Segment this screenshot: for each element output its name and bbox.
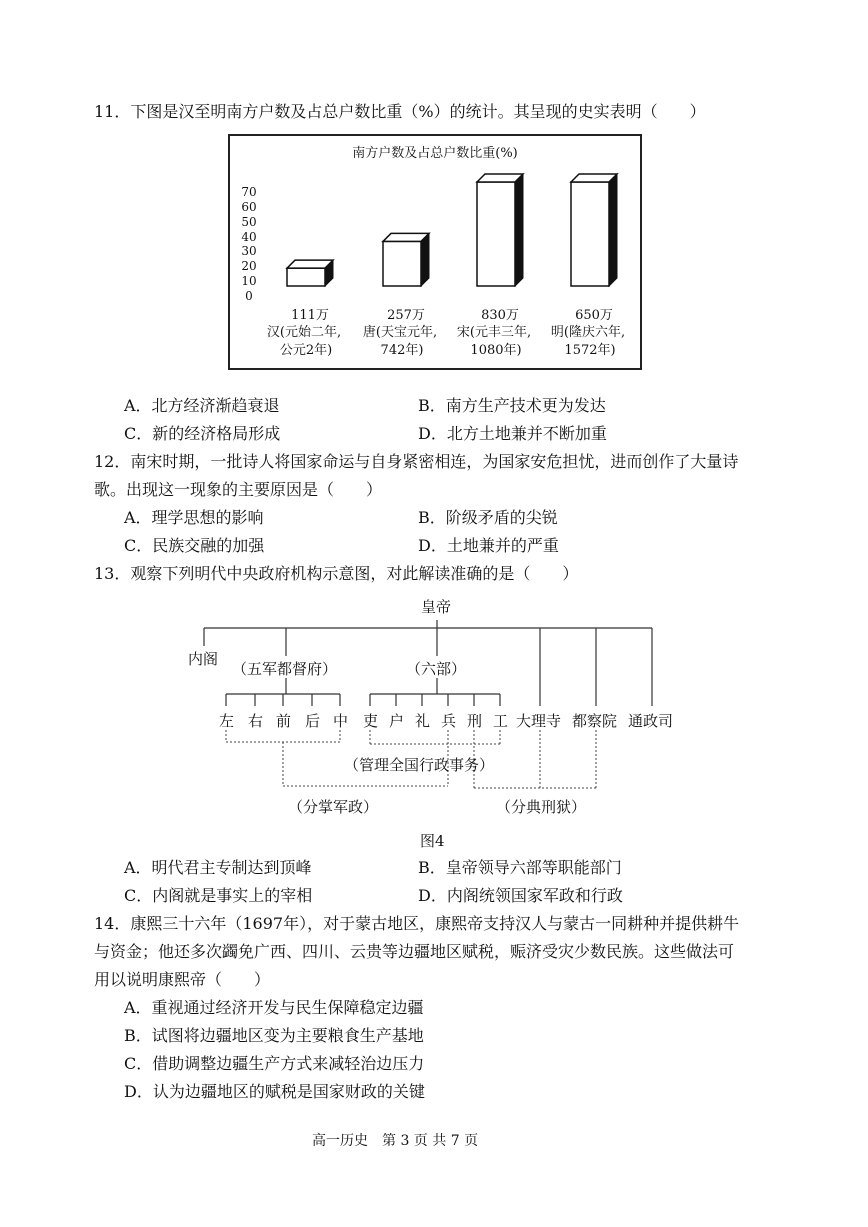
q11-chart (228, 134, 642, 370)
category-label-line1: 宋(元丰三年, (456, 325, 532, 340)
bar-value-label: 257万 (387, 308, 425, 323)
q11-option-d[interactable]: D．北方土地兼并不断加重 (418, 424, 607, 443)
bar (383, 233, 429, 286)
q11-option-a[interactable]: A．北方经济渐趋衰退 (124, 396, 280, 415)
y-tick-label: 10 (241, 274, 257, 289)
y-tick-label: 0 (245, 289, 253, 303)
q13-stem: 13．观察下列明代中央政府机构示意图，对此解读准确的是（ ） (94, 564, 579, 583)
node-hou: 后 (305, 712, 321, 730)
q14-stem-line3: 用以说明康熙帝（ ） (94, 970, 271, 989)
node-zhong: 中 (333, 712, 349, 730)
q14-option-c[interactable]: C．借助调整边疆生产方式来减轻治边压力 (124, 1054, 425, 1073)
note-junzheng: （分掌军政） (288, 798, 379, 816)
note-xingzheng: （管理全国行政事务） (344, 756, 495, 774)
q12-option-a[interactable]: A．理学思想的影响 (124, 508, 264, 527)
node-zuo: 左 (219, 712, 235, 730)
category-label-line2: 1572年) (564, 343, 616, 358)
ming-government-diagram (0, 590, 868, 822)
node-qian: 前 (276, 712, 292, 730)
q11-option-c[interactable]: C．新的经济格局形成 (124, 424, 281, 443)
q13-option-a[interactable]: A．明代君主专制达到顶峰 (124, 858, 312, 877)
q14-option-b[interactable]: B．试图将边疆地区变为主要粮食生产基地 (124, 1026, 424, 1045)
category-label-line1: 唐(天宝元年, (362, 325, 438, 340)
q12-option-d[interactable]: D．土地兼并的严重 (418, 536, 559, 555)
note-xingyu: （分典刑狱） (496, 798, 587, 816)
y-tick-label: 30 (241, 244, 257, 259)
q13-option-d[interactable]: D．内阁统领国家军政和行政 (418, 886, 623, 905)
category-label-line2: 公元2年) (279, 343, 333, 358)
q11-stem: 11．下图是汉至明南方户数及占总户数比重（%）的统计。其呈现的史实表明（ ） (94, 102, 706, 121)
bar (571, 174, 617, 286)
q13-option-c[interactable]: C．内阁就是事实上的宰相 (124, 886, 313, 905)
bar (477, 174, 523, 286)
node-emperor: 皇帝 (421, 598, 452, 616)
y-tick-label: 20 (241, 259, 257, 274)
bar (287, 260, 333, 286)
figure-caption: 图4 (420, 832, 445, 850)
q14-option-d[interactable]: D．认为边疆地区的赋税是国家财政的关键 (124, 1082, 425, 1101)
q12-stem-line1: 12．南宋时期，一批诗人将国家命运与自身紧密相连，为国家安危担忧，进而创作了大量诗 (94, 452, 739, 471)
node-neige: 内阁 (188, 650, 219, 668)
node-dalisi: 大理寺 (516, 712, 562, 730)
q14-stem-line2: 与资金；他还多次蠲免广西、四川、云贵等边疆地区赋税，赈济受灾少数民族。这些做法可 (94, 942, 735, 961)
node-you: 右 (248, 712, 264, 730)
node-duchayuan: 都察院 (572, 712, 618, 730)
bar-value-label: 830万 (481, 308, 519, 323)
q14-stem-line1: 14．康熙三十六年（1697年），对于蒙古地区，康熙帝支持汉人与蒙古一同耕种并提供耕牛 (94, 914, 740, 933)
q12-stem-line2: 歌。出现这一现象的主要原因是（ ） (94, 480, 383, 499)
node-li-personnel: 吏 (363, 712, 379, 730)
node-xing: 刑 (467, 712, 483, 730)
y-tick-label: 40 (241, 229, 257, 244)
q13-option-b[interactable]: B．皇帝领导六部等职能部门 (418, 858, 622, 877)
node-bing: 兵 (441, 712, 457, 730)
diagram-lines (0, 590, 868, 822)
q14-option-a[interactable]: A．重视通过经济开发与民生保障稳定边疆 (124, 998, 424, 1017)
node-wujun: （五军都督府） (232, 660, 338, 678)
bar-value-label: 650万 (575, 308, 613, 323)
node-hu: 户 (389, 712, 405, 730)
category-label-line1: 明(隆庆六年, (550, 325, 626, 340)
category-label-line1: 汉(元始二年, (266, 325, 342, 340)
chart-title: 南方户数及占总户数比重(%) (352, 146, 518, 161)
node-liubu: （六部） (406, 660, 467, 678)
q12-option-b[interactable]: B．阶级矛盾的尖锐 (418, 508, 558, 527)
q12-option-c[interactable]: C．民族交融的加强 (124, 536, 265, 555)
y-tick-label: 50 (241, 214, 257, 229)
node-tongzhengsi: 通政司 (628, 712, 674, 730)
q11-option-b[interactable]: B．南方生产技术更为发达 (418, 396, 606, 415)
node-li-rites: 礼 (415, 712, 431, 730)
category-label-line2: 742年) (380, 343, 424, 358)
y-tick-label: 60 (241, 199, 257, 214)
node-gong: 工 (493, 712, 509, 730)
bar-value-label: 111万 (291, 308, 329, 323)
page-footer: 高一历史 第 3 页 共 7 页 (312, 1133, 479, 1149)
y-tick-label: 70 (241, 185, 257, 199)
category-label-line2: 1080年) (470, 343, 522, 358)
